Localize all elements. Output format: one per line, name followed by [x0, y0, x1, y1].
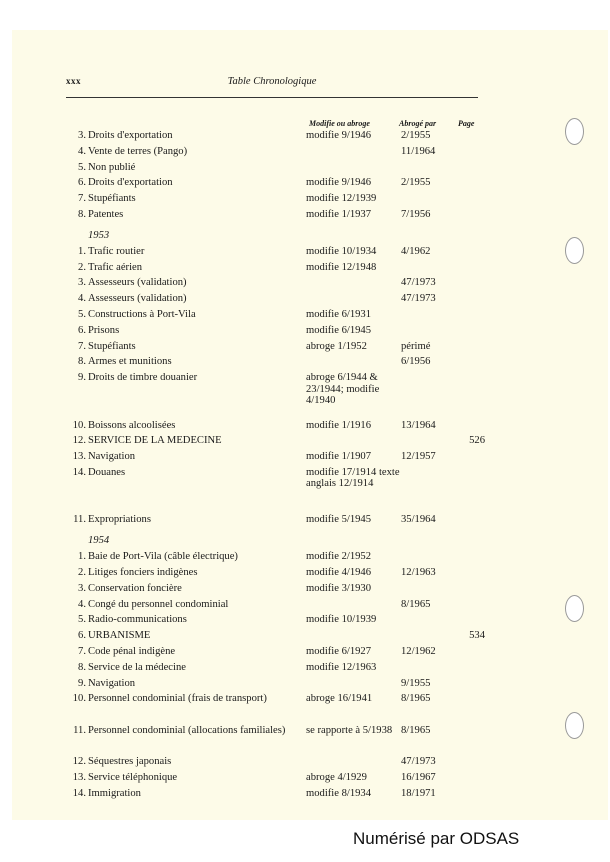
entry-abroge: 18/1971: [401, 788, 436, 800]
entry-modifie: modifie 1/1937: [306, 208, 372, 220]
entry-title: Trafic aérien: [88, 261, 143, 273]
entry-number: 1.: [78, 245, 86, 257]
entry-title: Litiges fonciers indigènes: [88, 566, 198, 578]
entry-number: 14.: [72, 466, 86, 478]
entry-title: Droits de timbre douanier: [88, 372, 198, 384]
entry-page: 534: [469, 630, 485, 642]
entry-title: SERVICE DE LA MEDECINE: [88, 435, 222, 447]
entry-title: Expropriations: [88, 514, 151, 526]
entry-title: Personnel condominial (allocations familiales): [88, 724, 286, 736]
entry-title: Séquestres japonais: [88, 756, 172, 768]
punch-hole: [565, 118, 584, 145]
entry-number: 5.: [78, 614, 86, 626]
entry-modifie: modifie 10/1934: [306, 245, 377, 257]
page-title: Table Chronologique: [227, 76, 317, 87]
table-row: [66, 449, 496, 465]
table-row: [66, 160, 496, 176]
table-row: [66, 207, 496, 223]
entry-modifie: modifie 6/1927: [306, 645, 372, 657]
punch-hole: [565, 595, 584, 622]
entry-number: 9.: [78, 372, 86, 384]
entry-modifie: abroge 1/1952: [306, 340, 367, 352]
entry-title: Patentes: [88, 208, 124, 220]
entry-number: 1.: [78, 551, 86, 563]
entry-modifie: modifie 6/1945: [306, 324, 372, 336]
punch-hole: [565, 237, 584, 264]
col-header-modifie: Modifie ou abroge: [309, 119, 370, 128]
entry-number: 4.: [78, 598, 86, 610]
table-row: [66, 354, 496, 370]
entry-abroge: 6/1956: [401, 356, 431, 368]
entry-number: 7.: [78, 340, 86, 352]
entry-modifie: modifie 8/1934: [306, 788, 372, 800]
section-1954: [66, 549, 496, 802]
table-row: [66, 291, 496, 307]
table-row: [66, 565, 496, 581]
entry-modifie: modifie 5/1945: [306, 514, 372, 526]
table-row: [66, 191, 496, 207]
entry-abroge: 16/1967: [401, 772, 436, 784]
entry-abroge: 9/1955: [401, 677, 431, 689]
punch-hole: [565, 712, 584, 739]
table-row: [66, 644, 496, 660]
entry-modifie: modifie 6/1931: [306, 308, 372, 320]
col-header-abroge: Abrogé par: [399, 119, 437, 128]
table-row: [66, 128, 496, 144]
entry-number: 8.: [78, 208, 86, 220]
entry-number: 12.: [72, 435, 86, 447]
entry-modifie: modifie 2/1952: [306, 551, 372, 563]
entry-number: 13.: [72, 772, 86, 784]
entry-abroge: 13/1964: [401, 419, 436, 431]
table-row: [66, 612, 496, 628]
entry-abroge: 4/1962: [401, 245, 431, 257]
entry-modifie: modifie 12/1963: [306, 661, 377, 673]
col-header-page: Page: [458, 119, 475, 128]
table-row: [66, 676, 496, 692]
entry-title: Assesseurs (validation): [88, 293, 187, 305]
entry-number: 12.: [72, 756, 86, 768]
entry-title: Baie de Port-Vila (câble électrique): [88, 551, 238, 563]
entry-abroge: 47/1973: [401, 293, 436, 305]
entry-title: Conservation foncière: [88, 582, 182, 594]
entry-modifie: modifie 17/1914 texte anglais 12/1914: [306, 466, 400, 490]
table-row: [66, 433, 496, 449]
table-row: [66, 549, 496, 565]
entry-number: 9.: [78, 677, 86, 689]
table-row: [66, 770, 496, 786]
entry-title: Service téléphonique: [88, 772, 178, 784]
entry-modifie: modifie 4/1946: [306, 566, 372, 578]
entry-abroge: 35/1964: [401, 514, 436, 526]
entry-abroge: périmé: [401, 340, 431, 352]
table-row: [66, 144, 496, 160]
entry-title: Service de la médecine: [88, 661, 186, 673]
table-row: [66, 660, 496, 676]
entry-abroge: 8/1965: [401, 598, 431, 610]
entry-modifie: modifie 9/1946: [306, 177, 372, 189]
entry-number: 11.: [73, 724, 86, 736]
table-row: [66, 628, 496, 644]
table-row: [66, 581, 496, 597]
entry-modifie: se rapporte à 5/1938: [306, 724, 393, 736]
entry-modifie: modifie 9/1946: [306, 130, 372, 141]
entry-modifie: modifie 3/1930: [306, 582, 372, 594]
entry-number: 6.: [78, 630, 86, 642]
entry-title: Stupéfiants: [88, 340, 136, 352]
entry-number: 4.: [78, 293, 86, 305]
entry-title: Constructions à Port-Vila: [88, 308, 196, 320]
entry-number: 11.: [73, 514, 86, 526]
entry-number: 3.: [78, 582, 86, 594]
table-row: [66, 370, 496, 417]
entry-modifie: abroge 4/1929: [306, 772, 367, 784]
entry-title: Prisons: [88, 324, 120, 336]
entry-number: 10.: [72, 419, 86, 431]
table-row: [66, 754, 496, 770]
entry-number: 6.: [78, 177, 86, 189]
entry-abroge: 47/1973: [401, 756, 436, 768]
entry-title: Boissons alcoolisées: [88, 419, 176, 431]
entry-number: 5.: [78, 308, 86, 320]
entry-abroge: 12/1962: [401, 645, 436, 657]
entry-modifie: abroge 6/1944 & 23/1944; modifie 4/1940: [306, 372, 380, 407]
section-1953: [66, 244, 496, 528]
entry-modifie: modifie 10/1939: [306, 614, 377, 626]
entry-number: 3.: [78, 130, 86, 141]
chronological-table: [66, 128, 496, 802]
entry-abroge: 2/1955: [401, 130, 431, 141]
table-row: [66, 786, 496, 802]
entry-title: Stupéfiants: [88, 193, 136, 205]
entry-number: 8.: [78, 661, 86, 673]
entry-title: Assesseurs (validation): [88, 277, 187, 289]
page-header: [66, 76, 478, 90]
page-number: xxx: [66, 76, 81, 86]
entry-number: 7.: [78, 645, 86, 657]
entry-title: Code pénal indigène: [88, 645, 176, 657]
entry-abroge: 47/1973: [401, 277, 436, 289]
entry-modifie: abroge 16/1941: [306, 693, 373, 705]
entry-number: 7.: [78, 193, 86, 205]
table-row: [66, 691, 496, 723]
entry-number: 5.: [78, 161, 86, 173]
header-rule: [66, 97, 478, 98]
table-row: [66, 512, 496, 528]
entry-abroge: 8/1965: [401, 693, 431, 705]
entry-number: 3.: [78, 277, 86, 289]
entry-abroge: 8/1965: [401, 724, 431, 736]
table-row: [66, 339, 496, 355]
entry-abroge: 7/1956: [401, 208, 431, 220]
table-row: [66, 597, 496, 613]
table-row: [66, 323, 496, 339]
entry-modifie: modifie 1/1907: [306, 451, 372, 463]
entry-title: Droits d'exportation: [88, 177, 173, 189]
entry-page: 526: [469, 435, 485, 447]
entry-number: 13.: [72, 451, 86, 463]
entry-title: Trafic routier: [88, 245, 145, 257]
entry-modifie: modifie 12/1948: [306, 261, 377, 273]
entry-number: 2.: [78, 261, 86, 273]
entry-title: Armes et munitions: [88, 356, 172, 368]
table-row: [66, 307, 496, 323]
table-row: [66, 275, 496, 291]
entry-title: Non publié: [88, 161, 136, 173]
table-row: [66, 244, 496, 260]
entry-number: 10.: [72, 693, 86, 705]
entry-title: Douanes: [88, 466, 126, 478]
year-heading-1953: 1953: [88, 229, 110, 241]
entry-number: 2.: [78, 566, 86, 578]
entry-number: 4.: [78, 145, 86, 157]
entry-modifie: modifie 12/1939: [306, 193, 377, 205]
entry-title: Droits d'exportation: [88, 130, 173, 141]
digitization-footer: Numérisé par ODSAS: [353, 829, 520, 848]
entry-abroge: 2/1955: [401, 177, 431, 189]
table-row: [66, 418, 496, 434]
entry-title: Navigation: [88, 677, 136, 689]
entry-abroge: 12/1963: [401, 566, 436, 578]
entry-title: Vente de terres (Pango): [88, 145, 188, 157]
section-1952-continued: [66, 128, 496, 223]
table-row: [66, 175, 496, 191]
entry-title: URBANISME: [88, 630, 151, 642]
entry-title: Navigation: [88, 451, 136, 463]
entry-title: Radio-communications: [88, 614, 187, 626]
table-row: [66, 465, 496, 512]
entry-abroge: 12/1957: [401, 451, 436, 463]
table-row: [66, 723, 496, 755]
table-row: [66, 260, 496, 276]
entry-abroge: 11/1964: [401, 145, 436, 157]
entry-number: 8.: [78, 356, 86, 368]
entry-number: 14.: [72, 788, 86, 800]
entry-number: 6.: [78, 324, 86, 336]
entry-title: Personnel condominial (frais de transport): [88, 693, 267, 705]
entry-title: Congé du personnel condominial: [88, 598, 229, 610]
entry-title: Immigration: [88, 788, 141, 800]
year-heading-1954: 1954: [88, 535, 110, 547]
entry-modifie: modifie 1/1916: [306, 419, 372, 431]
